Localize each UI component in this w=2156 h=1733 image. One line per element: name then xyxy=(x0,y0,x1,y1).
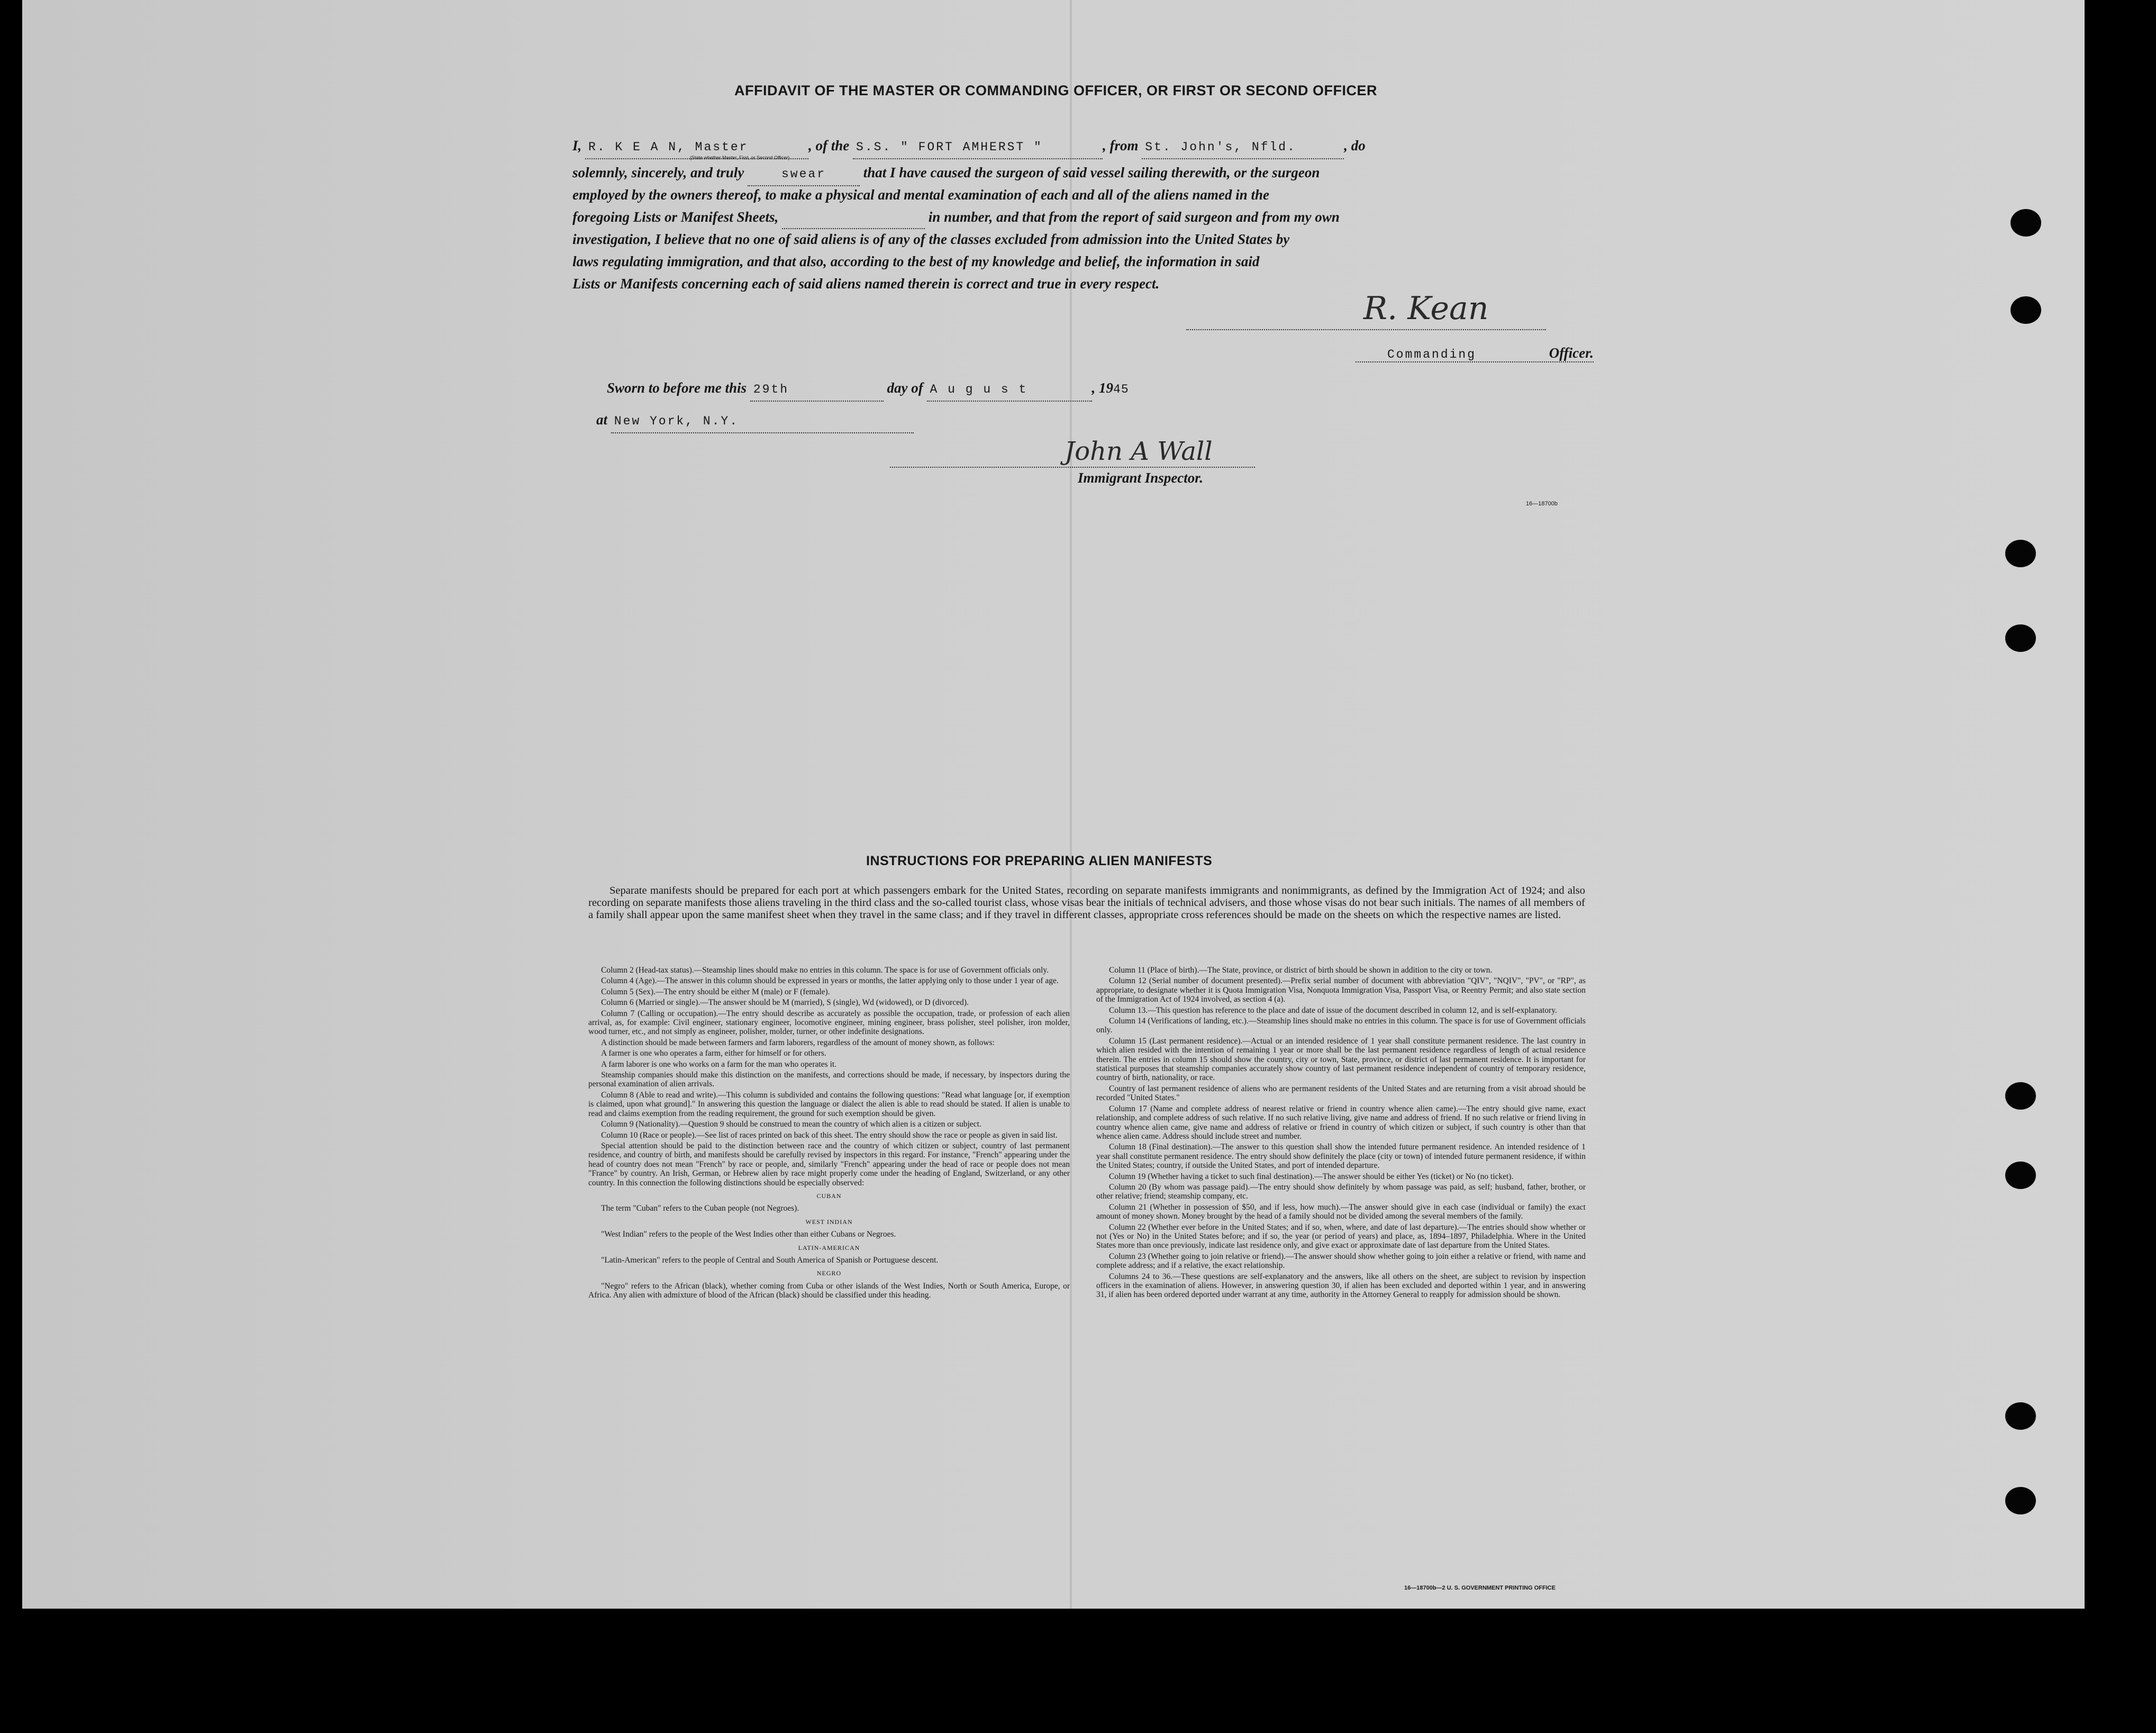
binder-hole xyxy=(2005,540,2036,567)
document-page xyxy=(22,0,2085,1609)
day-of-text: day of xyxy=(887,380,923,396)
oath-field: swear xyxy=(748,163,860,186)
negro-heading: NEGRO xyxy=(816,1269,842,1277)
instruction-col-4: Column 4 (Age).—The answer in this column should be expressed in years or months, the latter applying only to those under 1 year of age. xyxy=(601,976,1059,986)
inspector-signature-line xyxy=(890,467,1255,468)
instruction-col-8: Column 8 (Able to read and write).—This column is subdivided and contains the following questions: "Read what language [or, if exemption is claimed, upon what ground]." In answering this question the language or dialect the alien is able to read should be stated. If alien is unable to read and claims exemption from the reading requirement, the ground for such exemption should be given. xyxy=(588,1090,1070,1118)
binder-hole xyxy=(2011,296,2041,324)
officer-label: Officer. xyxy=(1549,345,1594,361)
latin-american-heading: LATIN-AMERICAN xyxy=(798,1244,860,1251)
affidavit-line-4 xyxy=(572,206,1594,229)
affidavit-line-2 xyxy=(572,161,1594,186)
rank-note: (State whether Master, First, or Second Officer) xyxy=(690,155,790,160)
affidavit-body-4: investigation, I believe that no one of said aliens is of any of the classes excluded from admission into the United States by xyxy=(572,231,1290,247)
at-text: at xyxy=(596,412,608,428)
affidavit-body-6: Lists or Manifests concerning each of said aliens named therein is correct and true in every respect. xyxy=(572,276,1160,292)
affidavit-i: I, xyxy=(572,138,582,153)
negro-definition: "Negro" refers to the African (black), whether coming from Cuba or other islands of the West Indies, North or South America, Europe, or Africa. Any alien with admixture of blood of the African (black) should be classified under this heading. xyxy=(588,1281,1070,1300)
sworn-month-field: A u g u s t xyxy=(927,378,1092,402)
of-the-text: , of the xyxy=(808,138,850,153)
affidavit-body-5: laws regulating immigration, and that also, according to the best of my knowledge and belief, the information in said xyxy=(572,253,1260,269)
instruction-col-18: Column 18 (Final destination).—The answer to this question shall show the intended future permanent residence. An intended residence of 1 year shall constitute permanent residence. The entry should show definitely the place (city or town) of intended future permanent residence, if within the United States; country, if outside the United States, and port of intended departure. xyxy=(1096,1142,1586,1171)
sworn-place-line xyxy=(596,409,1617,433)
signature-line xyxy=(1186,329,1546,330)
binder-hole xyxy=(2005,1082,2036,1110)
binder-hole xyxy=(2011,209,2041,237)
instruction-col-9: Column 9 (Nationality).—Question 9 should be construed to mean the country of which alien is a citizen or subject. xyxy=(601,1120,981,1129)
instruction-col-14: Column 14 (Verifications of landing, etc.).—Steamship lines should make no entries in this column. The space is for use of Government officials only. xyxy=(1096,1017,1586,1035)
cuban-definition: The term "Cuban" refers to the Cuban people (not Negroes). xyxy=(601,1204,799,1213)
instruction-col-13: Column 13.—This question has reference to the place and date of issue of the document described in column 12, and is self-explanatory. xyxy=(1109,1005,1557,1015)
instruction-col-19: Column 19 (Whether having a ticket to such final destination).—The answer should be either Yes (ticket) or No (no ticket). xyxy=(1109,1172,1514,1181)
affidavit-body-1: that I have caused the surgeon of said vessel sailing therewith, or the surgeon xyxy=(863,165,1320,180)
sheet-count-field xyxy=(782,206,925,229)
officer-rank-line xyxy=(1356,345,1594,362)
inspector-label: Immigrant Inspector. xyxy=(1078,470,1204,486)
year-prefix: , 19 xyxy=(1091,380,1114,396)
printing-office-footer: 16—18700b—2 U. S. GOVERNMENT PRINTING OFFICE xyxy=(1404,1585,1556,1591)
west-indian-definition: "West Indian" refers to the people of the West Indies other than either Cubans or Negroes. xyxy=(601,1230,896,1239)
affidavit-body-3a: foregoing Lists or Manifest Sheets, xyxy=(572,209,779,225)
master-name-field: R. K E A N, Master xyxy=(585,136,808,159)
binder-hole xyxy=(2005,624,2036,652)
binder-hole xyxy=(2005,1487,2036,1514)
instruction-special: Special attention should be paid to the distinction between race and the country of which citizen or subject, country of last permanent residence, and country of birth, and manifests should be carefully revised by inspectors in this regard. For instance, "French" appearing under the head of country does not mean "French" by race or people, and, similarly "French" appearing under the head of race or people does not mean "France" by country. An Irish, German, or Hebrew alien by race might properly come under the heading of England, Switzerland, or any other country. In this connection the following distinctions should be especially observed: xyxy=(588,1141,1070,1187)
sworn-text: Sworn to before me this xyxy=(607,380,747,396)
vessel-name-field: S.S. " FORT AMHERST " xyxy=(853,136,1103,159)
form-number: 16—18700b xyxy=(1526,501,1558,507)
instruction-col-21: Column 21 (Whether in possession of $50, and if less, how much).—The answer should give in each case (individual or family) the exact amount of money shown. Money brought by the head of a family should not be divided among the several members of the family. xyxy=(1096,1202,1586,1221)
instruction-residence: Country of last permanent residence of aliens who are permanent residents of the United States and are returning from a visit abroad should be recorded "United States." xyxy=(1096,1084,1586,1103)
sworn-line xyxy=(607,377,1628,402)
sworn-year: 45 xyxy=(1113,383,1129,396)
instructions-intro: Separate manifests should be prepared for each port at which passengers embark for the United States, recording on separate manifests immigrants and nonimmigrants, as defined by the Immigration Act of 1924; and also recording on separate manifests those aliens traveling in the third class and the so-called tourist class, whose visas bear the initials of technical advisers, and those whose visas do not bear such initials. The names of all members of a family shall appear upon the same manifest sheet when they travel in the same class; and if they travel in different classes, appropriate cross references should be made on the sheets on which the respective names are listed. xyxy=(588,885,1585,921)
instructions-right-column xyxy=(1096,966,1586,1301)
binder-hole xyxy=(2005,1162,2036,1189)
instruction-col-12: Column 12 (Serial number of document presented).—Prefix serial number of document with abbreviation "QIV", "NQIV", "PV", or "RP", as appropriate, to designate whether it is Quota Immigration Visa, Nonquota Immigration Visa, Passport Visa, or Reentry Permit; and also state section of the Immigration Act of 1924 involved, as section 4 (a). xyxy=(1096,976,1586,1004)
instruction-farm-laborer-def: A farm laborer is one who works on a farm for the man who operates it. xyxy=(601,1059,837,1069)
sworn-place-field: New York, N.Y. xyxy=(611,410,914,433)
instruction-col-10: Column 10 (Race or people).—See list of races printed on back of this sheet. The entry should show the race or people as given in said list. xyxy=(601,1130,1058,1140)
instructions-left-column xyxy=(588,966,1070,1302)
master-signature: R. Kean xyxy=(1363,290,1489,327)
instruction-col-23: Column 23 (Whether going to join relative or friend).—The answer should show whether going to join either a relative or friend, with name and complete address; and if a relative, the exact relationship. xyxy=(1096,1251,1586,1271)
west-indian-heading: WEST INDIAN xyxy=(805,1218,853,1226)
officer-rank-typed: Commanding xyxy=(1387,348,1477,361)
instruction-col-2: Column 2 (Head-tax status).—Steamship lines should make no entries in this column. The space is for use of Government officials only. xyxy=(601,966,1049,975)
from-text: , from xyxy=(1103,138,1139,153)
affidavit-body-3b: in number, and that from the report of said surgeon and from my own xyxy=(928,209,1340,225)
affidavit-title: AFFIDAVIT OF THE MASTER OR COMMANDING OFFICER, OR FIRST OR SECOND OFFICER xyxy=(734,83,1377,98)
instruction-col-22: Column 22 (Whether ever before in the United States; and if so, when, where, and date of last departure).—The entries should show whether or not (Yes or No) in the United States before; and if so, the year (or period of years) and place, as, 1894–1897, Philadelphia. Where in the United States more than once previously, indicate last residence only, and give exact or approximate date of last departure from the United States. xyxy=(1096,1222,1586,1250)
departure-port-field: St. John's, Nfld. xyxy=(1142,136,1344,159)
cuban-heading: CUBAN xyxy=(816,1192,842,1200)
instruction-steamship: Steamship companies should make this distinction on the manifests, and corrections should be made, if necessary, by inspectors during the personal examination of alien arrivals. xyxy=(588,1070,1070,1089)
latin-american-definition: "Latin-American" refers to the people of Central and South America of Spanish or Portuguese descent. xyxy=(601,1255,939,1265)
binder-hole xyxy=(2005,1402,2036,1430)
solemnly-text: solemnly, sincerely, and truly xyxy=(572,165,744,180)
instruction-col-17: Column 17 (Name and complete address of nearest relative or friend in country whence alien came).—The entry should give name, exact relationship, and complete address of such relative. If no such relative living, give name and address of friend. If no such relative or friend living in country whence alien came, give name and address of relative or friend in country of which citizen or subject, if such country is other than that whence alien came. Address should include street and number. xyxy=(1096,1104,1586,1141)
instruction-col-5: Column 5 (Sex).—The entry should be either M (male) or F (female). xyxy=(601,987,830,996)
instruction-col-15: Column 15 (Last permanent residence).—Actual or an intended residence of 1 year shall constitute permanent residence. The last country in which alien resided with the intention of remaining 1 year or more shall be the last permanent residence regardless of length of actual residence therein. The entries in column 15 should show the country, city or town, State, province, or district of last permanent residence. It is important for statistical purposes that steamship companies accurately show country of last permanent residence independent of country of temporary residence, country of birth, nationality, or race. xyxy=(1096,1036,1586,1083)
inspector-signature: John A Wall xyxy=(1065,437,1213,466)
instruction-col-7: Column 7 (Calling or occupation).—The entry should describe as accurately as possible the occupation, trade, or profession of each alien arrival, as, for example: Civil engineer, stationary engineer, locomotive engineer, mining engineer, brass polisher, steel polisher, iron molder, wood turner, etc., and not simply as engineer, polisher, molder, turner, or other indefinite designations. xyxy=(588,1009,1070,1037)
instruction-col-6: Column 6 (Married or single).—The answer should be M (married), S (single), Wd (widowed), or D (divorced). xyxy=(601,998,969,1008)
sworn-day-field: 29th xyxy=(750,378,884,402)
instruction-farmer-def: A farmer is one who operates a farm, either for himself or for others. xyxy=(601,1049,826,1058)
instructions-title: INSTRUCTIONS FOR PREPARING ALIEN MANIFESTS xyxy=(866,854,1213,868)
affidavit-body-2: employed by the owners thereof, to make a physical and mental examination of each and all of the aliens named in the xyxy=(572,187,1269,203)
do-text: , do xyxy=(1344,138,1366,153)
instruction-col-24-36: Columns 24 to 36.—These questions are self-explanatory and the answers, like all others on the sheet, are subject to revision by inspection officers in the examination of aliens. However, in answering question 30, if alien has been excluded and deported within 1 year, and in answering 31, if alien has been ordered deported under warrant at any time, authority in the Attorney General to reapply for admission should be shown. xyxy=(1096,1272,1586,1300)
instruction-farmers: A distinction should be made between farmers and farm laborers, regardless of the amount of money shown, as follows: xyxy=(601,1038,995,1047)
instruction-col-11: Column 11 (Place of birth).—The State, province, or district of birth should be shown in addition to the city or town. xyxy=(1109,966,1493,975)
instruction-col-20: Column 20 (By whom was passage paid).—The entry should show definitely by whom passage was paid, as self; husband, father, brother, or other relative; friend; steamship company, etc. xyxy=(1096,1182,1586,1201)
